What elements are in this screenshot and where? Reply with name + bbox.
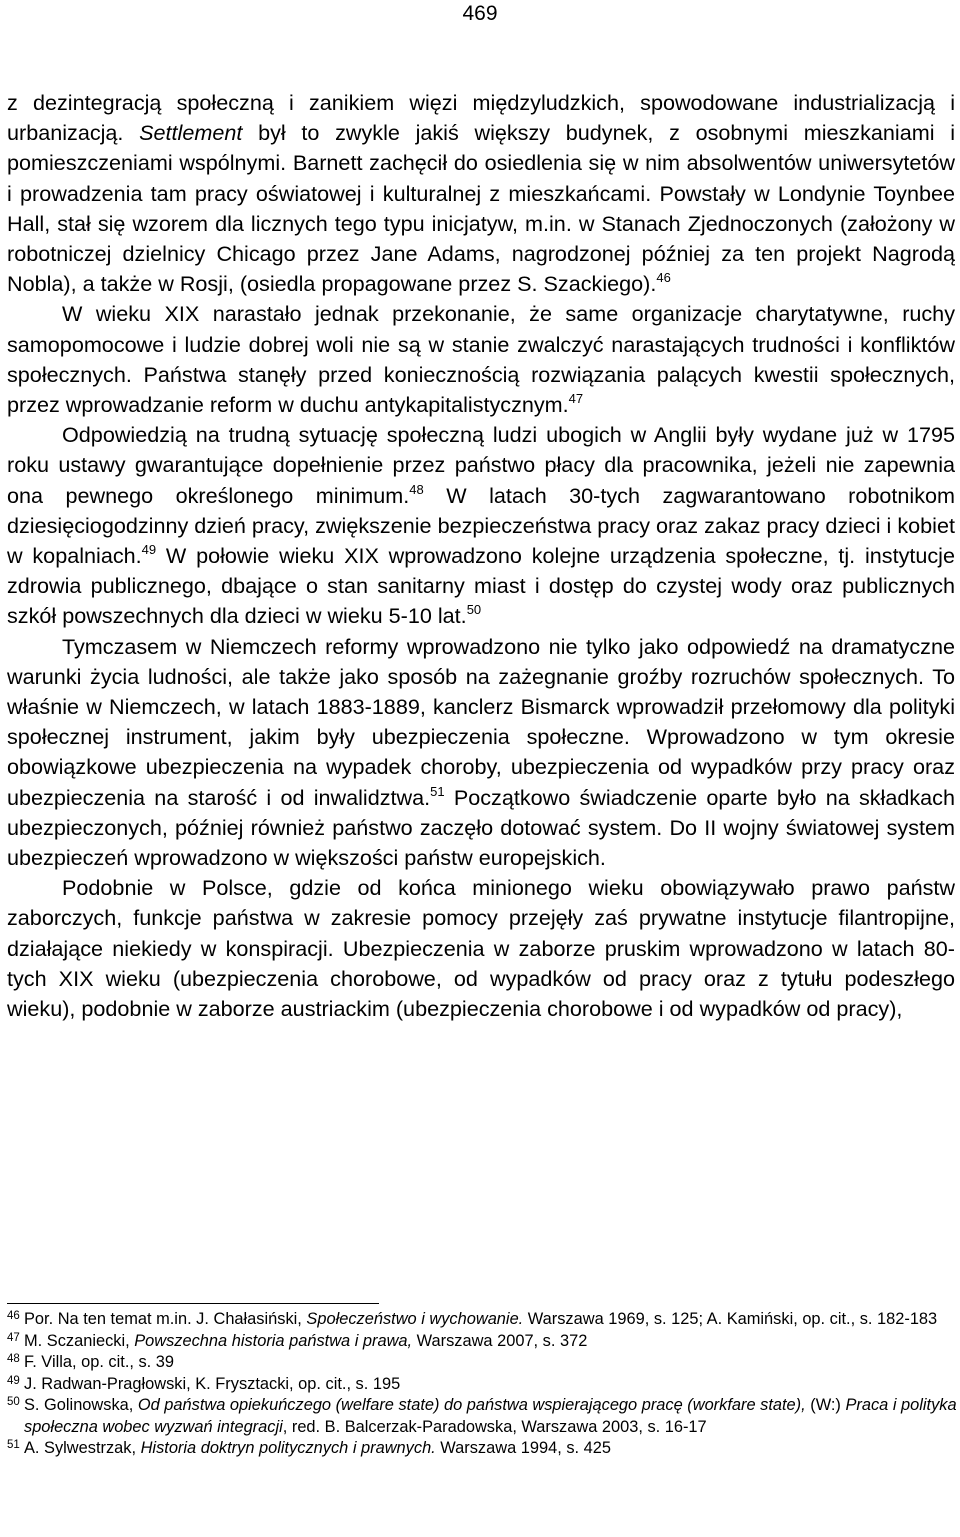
italic-text: Settlement bbox=[139, 120, 243, 146]
footnote-text bbox=[24, 1375, 400, 1393]
footnote-number: 48 bbox=[7, 1353, 20, 1365]
text-run: Tymczasem w Niemczech reformy wprowadzono nie tylko jako odpowiedź na dramatyczne warunki życia ludności, ale także jako sposób na zażegnanie groźby rozruchów społecznych. To właśnie w Niemczech, w latach 1883-1889, kanclerz Bismarck wprowadził przełomowy dla polityki społecznej instrument, jakim były ubezpieczenia społeczne. Wprowadzono w tym okresie obowiązkowe ubezpieczenia na wypadek choroby, ubezpieczenia od wypadków przy pracy oraz ubezpieczenia na starość i od inwalidztwa. bbox=[7, 633, 955, 810]
text-run: Por. Na ten temat m.in. J. Chałasiński, bbox=[24, 1310, 307, 1328]
text-run: Odpowiedzią na trudną sytuację społeczną ludzi ubogich w Anglii były wydane już w 1795 roku ustawy gwarantujące dopełnienie przez państwo płacy dla pracownika, jeżeli nie zapewnia ona pewnego określonego minimum. bbox=[7, 422, 955, 508]
footnote-47 bbox=[7, 1331, 957, 1353]
italic-text: Historia doktryn politycznych i prawnych. bbox=[140, 1439, 436, 1457]
text-run: W wieku XIX narastało jednak przekonanie, że same organizacje charytatywne, ruchy samopomocowe i ludzie dobrej woli nie są w stanie zwalczyć narastających trudności i konfliktów społecznych. Państwa stanęły przed koniecznością rozwiązania palących kwestii społecznych, przez wprowadzanie reform w duchu antykapitalistycznym. bbox=[7, 301, 955, 418]
footnote-51 bbox=[7, 1438, 957, 1460]
text-run: A. Sylwestrzak, bbox=[24, 1439, 141, 1457]
text-run: J. Radwan-Pragłowski, K. Frysztacki, op. cit., s. 195 bbox=[24, 1374, 401, 1393]
footnote-50 bbox=[7, 1395, 957, 1438]
footnote-text bbox=[24, 1353, 174, 1371]
text-run: był to zwykle jakiś większy budynek, z osobnymi mieszkaniami i pomieszczeniami wspólnymi. Barnett zachęcił do osiedlenia się w nim absolwentów uniwersytetów i prowadzenia tam pracy oświatowej i kulturalnej z mieszkańcami. Powstały w Londynie Toynbee Hall, stał się wzorem dla licznych tego typu inicjatyw, m.in. w Stanach Zjednoczonych (założony w robotniczej dzielnicy Chicago przez Jane Adams, nagrodzonej później za ten projekt Nagrodą Nobla), a także w Rosji, (osiedla propagowane przez S. Szackiego). bbox=[7, 120, 955, 297]
text-run: Podobnie w Polsce, gdzie od końca minionego wieku obowiązywało prawo państw zaborczych, funkcje państwa w zakresie pomocy przejęły zaś prywatne instytucje filantropijne, działające niekiedy w konspiracji. Ubezpieczenia w zaborze pruskim wprowadzono w latach 80-tych XIX wieku (ubezpieczenia chorobowe, od wypadków od pracy oraz z tytułu podeszłego wieku), podobnie w zaborze austriackim (ubezpieczenia chorobowe i od wypadków od pracy), bbox=[7, 875, 955, 1022]
text-run: F. Villa, op. cit., s. 39 bbox=[24, 1353, 175, 1371]
text-run: z dezintegracją społeczną i zanikiem więzi międzyludzkich, spowodowane industrializacją i urbanizacją. bbox=[7, 90, 955, 146]
italic-text: Praca i polityka społeczna wobec wyzwań integracji bbox=[24, 1396, 957, 1436]
footnote-text bbox=[24, 1439, 611, 1457]
footnote-reference: 51 bbox=[430, 783, 445, 799]
paragraph-2 bbox=[7, 299, 955, 420]
text-run: Warszawa 1969, s. 125; A. Kamiński, op. cit., s. 182-183 bbox=[523, 1310, 938, 1328]
text-run: Początkowo świadczenie oparte było na składkach ubezpieczonych, później również państwo zaczęło dotować system. Do II wojny światowej system ubezpieczeń wprowadzono w większości państw europejskich. bbox=[7, 784, 955, 871]
footnote-49 bbox=[7, 1374, 957, 1396]
footnote-number: 50 bbox=[7, 1396, 20, 1408]
footnote-text bbox=[24, 1332, 587, 1350]
paragraph-3 bbox=[7, 420, 955, 631]
page-number: 469 bbox=[462, 2, 498, 25]
footnotes bbox=[7, 1309, 957, 1460]
paragraph-1 bbox=[7, 88, 955, 299]
italic-text: Powszechna historia państwa i prawa, bbox=[134, 1331, 413, 1350]
paragraph-5 bbox=[7, 873, 955, 1024]
text-run: (W:) bbox=[805, 1396, 846, 1414]
italic-text: Społeczeństwo i wychowanie. bbox=[306, 1310, 524, 1328]
italic-text: Od państwa opiekuńczego (welfare state) do państwa wspierającego pracę (workfare state), bbox=[137, 1396, 806, 1414]
text-run: M. Sczaniecki, bbox=[24, 1331, 135, 1350]
footnote-text bbox=[24, 1396, 957, 1436]
footnote-reference: 48 bbox=[409, 481, 424, 497]
footnote-48 bbox=[7, 1352, 957, 1374]
paragraph-4 bbox=[7, 632, 955, 874]
text-run: Warszawa 2007, s. 372 bbox=[412, 1331, 588, 1350]
text-run: W połowie wieku XIX wprowadzono kolejne urządzenia społeczne, tj. instytucje zdrowia publicznego, dbające o stan sanitarny miast i dostęp do czystej wody oraz publicznych szkół powszechnych dla dzieci w wieku 5-10 lat. bbox=[7, 543, 955, 629]
footnote-number: 49 bbox=[7, 1374, 20, 1387]
text-run: S. Golinowska, bbox=[24, 1396, 138, 1414]
footnote-reference: 49 bbox=[141, 542, 157, 558]
footnote-reference: 46 bbox=[656, 270, 671, 286]
footnote-number: 51 bbox=[7, 1439, 20, 1451]
text-run: Warszawa 1994, s. 425 bbox=[435, 1439, 611, 1457]
footnote-number: 47 bbox=[7, 1331, 20, 1344]
footnote-reference: 47 bbox=[568, 391, 584, 407]
footnote-46 bbox=[7, 1309, 957, 1331]
text-run: W latach 30-tych zagwarantowano robotnikom dziesięciogodzinny dzień pracy, zwiększenie bezpieczeństwa pracy oraz zakaz pracy dzieci i kobiet w kopalniach. bbox=[7, 482, 955, 569]
footnote-text bbox=[24, 1310, 937, 1328]
footnote-separator bbox=[7, 1303, 379, 1304]
body-text bbox=[7, 88, 955, 1024]
footnote-reference: 50 bbox=[466, 602, 482, 618]
footnote-number: 46 bbox=[7, 1310, 20, 1322]
text-run: , red. B. Balcerzak-Paradowska, Warszawa 2003, s. 16-17 bbox=[282, 1417, 707, 1436]
